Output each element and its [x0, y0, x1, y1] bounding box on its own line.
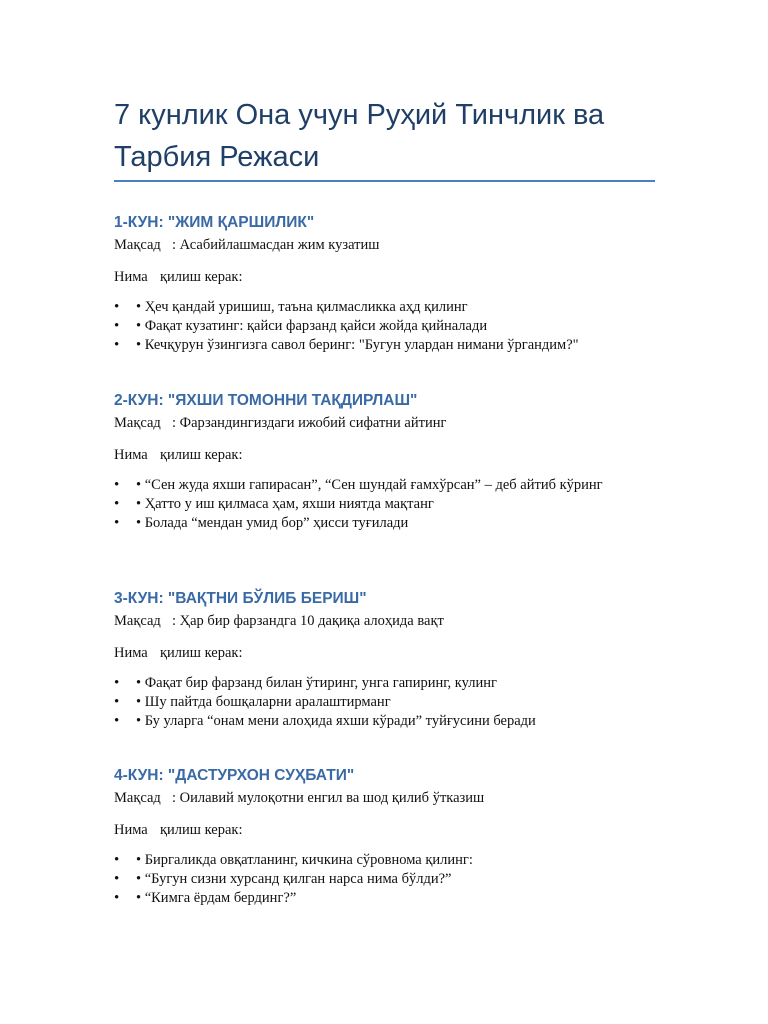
day-heading: 3-КУН: "ВАҚТНИ БЎЛИБ БЕРИШ" — [114, 590, 367, 607]
bullet-icon: • — [114, 299, 120, 315]
bullet-icon: • — [114, 852, 120, 868]
list-item: • • Ҳатто у иш қилмаса ҳам, яхши ниятда мақтанг — [114, 496, 434, 512]
goal-text: : Оилавий мулоқотни енгил ва шод қилиб ўтказиш — [172, 790, 485, 806]
goal-label: Мақсад — [114, 237, 161, 253]
day-heading: 2-КУН: "ЯХШИ ТОМОННИ ТАҚДИРЛАШ" — [114, 392, 418, 409]
todo-label-a: Нима — [114, 822, 148, 838]
todo-label-b: қилиш керак: — [160, 645, 243, 661]
list-item: • • Биргаликда овқатланинг, кичкина сўровнома қилинг: — [114, 852, 473, 868]
list-item: • • Шу пайтда бошқаларни аралаштирманг — [114, 694, 391, 710]
list-item: • • “Сен жуда яхши гапирасан”, “Сен шундай ғамхўрсан” – деб айтиб кўринг — [114, 477, 603, 493]
goal-label: Мақсад — [114, 415, 161, 431]
goal-text: : Фарзандингиздаги ижобий сифатни айтинг — [172, 415, 447, 431]
todo-label-b: қилиш керак: — [160, 447, 243, 463]
goal-line — [114, 612, 674, 630]
bullet-icon: • — [114, 694, 120, 710]
goal-line — [114, 414, 674, 432]
bullet-icon: • — [114, 890, 120, 906]
list-item: • • Фақат кузатинг: қайси фарзанд қайси жойда қийналади — [114, 318, 488, 334]
goal-line — [114, 789, 674, 807]
todo-label-a: Нима — [114, 269, 148, 285]
todo-line — [114, 446, 674, 464]
bullet-icon: • — [114, 318, 120, 334]
day-section-3 — [114, 588, 674, 731]
list-item: • • “Кимга ёрдам бердинг?” — [114, 890, 297, 906]
list-item: • • Бу уларга “онам мени алоҳида яхши кўради” туйғусини беради — [114, 713, 536, 729]
goal-text: : Ҳар бир фарзандга 10 дақиқа алоҳида вақт — [172, 613, 444, 629]
action-list — [114, 851, 674, 908]
bullet-icon: • — [114, 337, 120, 353]
bullet-icon: • — [114, 515, 120, 531]
goal-line — [114, 236, 674, 254]
goal-label: Мақсад — [114, 613, 161, 629]
goal-text: : Асабийлашмасдан жим кузатиш — [172, 237, 380, 253]
document-title: 7 кунлик Она учун Руҳий Тинчлик ва Тарбия Режаси — [114, 99, 605, 173]
day-heading: 4-КУН: "ДАСТУРХОН СУҲБАТИ" — [114, 767, 355, 784]
action-list — [114, 476, 674, 533]
bullet-icon: • — [114, 496, 120, 512]
bullet-icon: • — [114, 477, 120, 493]
todo-line — [114, 268, 674, 286]
bullet-icon: • — [114, 871, 120, 887]
todo-line — [114, 821, 674, 839]
title-underline — [114, 180, 655, 182]
day-heading: 1-КУН: "ЖИМ ҚАРШИЛИК" — [114, 214, 315, 231]
goal-label: Мақсад — [114, 790, 161, 806]
todo-label-a: Нима — [114, 447, 148, 463]
todo-label-b: қилиш керак: — [160, 269, 243, 285]
day-section-4 — [114, 765, 674, 908]
todo-line — [114, 644, 674, 662]
list-item: • • “Бугун сизни хурсанд қилган нарса нима бўлди?” — [114, 871, 452, 887]
bullet-icon: • — [114, 675, 120, 691]
list-item: • • Фақат бир фарзанд билан ўтиринг, унга гапиринг, кулинг — [114, 675, 497, 691]
day-section-2 — [114, 390, 674, 533]
todo-label-b: қилиш керак: — [160, 822, 243, 838]
action-list — [114, 674, 674, 731]
list-item: • • Кечқурун ўзингизга савол беринг: "Бугун улардан нимани ўргандим?" — [114, 337, 579, 353]
list-item: • • Болада “мендан умид бор” ҳисси туғилади — [114, 515, 409, 531]
day-section-1 — [114, 212, 674, 355]
todo-label-a: Нима — [114, 645, 148, 661]
bullet-icon: • — [114, 713, 120, 729]
action-list — [114, 298, 674, 355]
list-item: • • Ҳеч қандай уришиш, таъна қилмасликка аҳд қилинг — [114, 299, 468, 315]
